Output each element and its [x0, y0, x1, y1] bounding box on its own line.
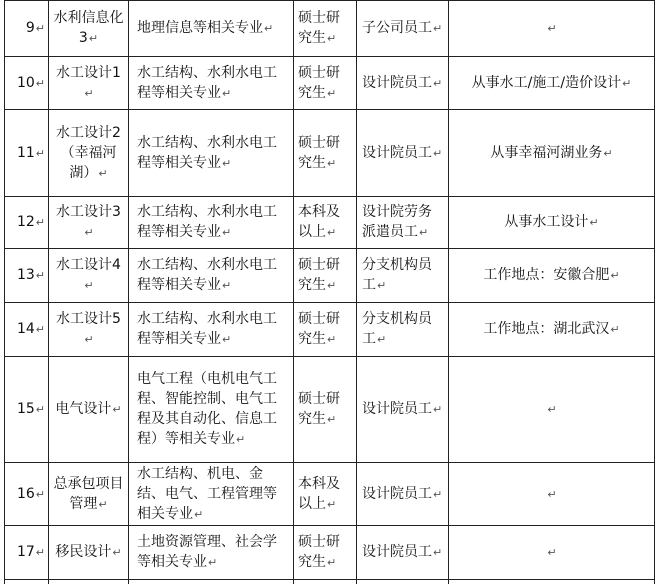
- position-cell: 总承包项目管理↵: [49, 463, 129, 526]
- major-cell: 土地资源管理、社会学等相关专业↵: [129, 526, 294, 580]
- unit-cell: 设计院员工↵: [357, 526, 449, 580]
- note-cell: 工作地点：湖北武汉↵: [449, 303, 655, 357]
- position-cell: 水工设计3↵: [49, 197, 129, 249]
- major-cell: 水工结构、水利水电工程等相关专业↵: [129, 249, 294, 303]
- major-cell: [129, 580, 294, 584]
- major-cell: 水工结构、机电、金结、电气、工程管理等相关专业↵: [129, 463, 294, 526]
- major-cell: 水工结构、水利水电工程等相关专业↵: [129, 197, 294, 249]
- note-cell: 工作地点：安徽合肥↵: [449, 249, 655, 303]
- education-cell: 硕士研究生↵: [294, 249, 357, 303]
- position-cell: 移民设计↵: [49, 526, 129, 580]
- education-cell: 硕士研究生↵: [294, 357, 357, 463]
- unit-cell: 设计院员工↵: [357, 357, 449, 463]
- position-cell: 水工设计1↵: [49, 57, 129, 110]
- table-row: [5, 580, 655, 584]
- position-cell: 水工设计5↵: [49, 303, 129, 357]
- row-number-cell: 11↵: [5, 110, 49, 197]
- note-cell: ↵: [449, 463, 655, 526]
- row-number-cell: 10↵: [5, 57, 49, 110]
- unit-cell: 设计院劳务派遣员工↵: [357, 197, 449, 249]
- note-cell: 从事水工/施工/造价设计↵: [449, 57, 655, 110]
- major-cell: 电气工程（电机电气工程、智能控制、电气工程及其自动化、信息工程）等相关专业↵: [129, 357, 294, 463]
- row-number-cell: [5, 580, 49, 584]
- row-number-cell: 9↵: [5, 1, 49, 57]
- table-row: [5, 57, 655, 110]
- unit-cell: 子公司员工↵: [357, 1, 449, 57]
- major-cell: 水工结构、水利水电工程等相关专业↵: [129, 303, 294, 357]
- note-cell: [449, 580, 655, 584]
- note-cell: ↵: [449, 1, 655, 57]
- row-number-cell: 12↵: [5, 197, 49, 249]
- table-row: [5, 357, 655, 463]
- recruitment-table: [4, 0, 655, 584]
- education-cell: 本科及以上↵: [294, 197, 357, 249]
- major-cell: 水工结构、水利水电工程等相关专业↵: [129, 57, 294, 110]
- education-cell: 硕士研究生↵: [294, 303, 357, 357]
- unit-cell: 分支机构员工↵: [357, 249, 449, 303]
- table-row: [5, 110, 655, 197]
- row-number-cell: 14↵: [5, 303, 49, 357]
- position-cell: 水工设计4↵: [49, 249, 129, 303]
- row-number-cell: 16↵: [5, 463, 49, 526]
- note-cell: 从事幸福河湖业务↵: [449, 110, 655, 197]
- unit-cell: 分支机构员工↵: [357, 303, 449, 357]
- position-cell: 水工设计2（幸福河湖）↵: [49, 110, 129, 197]
- unit-cell: 设计院员工↵: [357, 57, 449, 110]
- unit-cell: 设计院员工↵: [357, 110, 449, 197]
- note-cell: ↵: [449, 526, 655, 580]
- education-cell: 本科及以上↵: [294, 463, 357, 526]
- row-number-cell: 15↵: [5, 357, 49, 463]
- position-cell: [49, 580, 129, 584]
- education-cell: 硕士研究生↵: [294, 1, 357, 57]
- education-cell: 硕士研究生↵: [294, 526, 357, 580]
- table-row: [5, 303, 655, 357]
- major-cell: 地理信息等相关专业↵: [129, 1, 294, 57]
- position-cell: 电气设计↵: [49, 357, 129, 463]
- table-row: [5, 526, 655, 580]
- education-cell: 硕士研究生↵: [294, 110, 357, 197]
- table-row: [5, 249, 655, 303]
- row-number-cell: 13↵: [5, 249, 49, 303]
- unit-cell: [357, 580, 449, 584]
- note-cell: 从事水工设计↵: [449, 197, 655, 249]
- education-cell: [294, 580, 357, 584]
- row-number-cell: 17↵: [5, 526, 49, 580]
- education-cell: 硕士研究生↵: [294, 57, 357, 110]
- unit-cell: 设计院员工↵: [357, 463, 449, 526]
- major-cell: 水工结构、水利水电工程等相关专业↵: [129, 110, 294, 197]
- table-row: [5, 197, 655, 249]
- note-cell: ↵: [449, 357, 655, 463]
- table-row: [5, 1, 655, 57]
- position-cell: 水利信息化3↵: [49, 1, 129, 57]
- table-row: [5, 463, 655, 526]
